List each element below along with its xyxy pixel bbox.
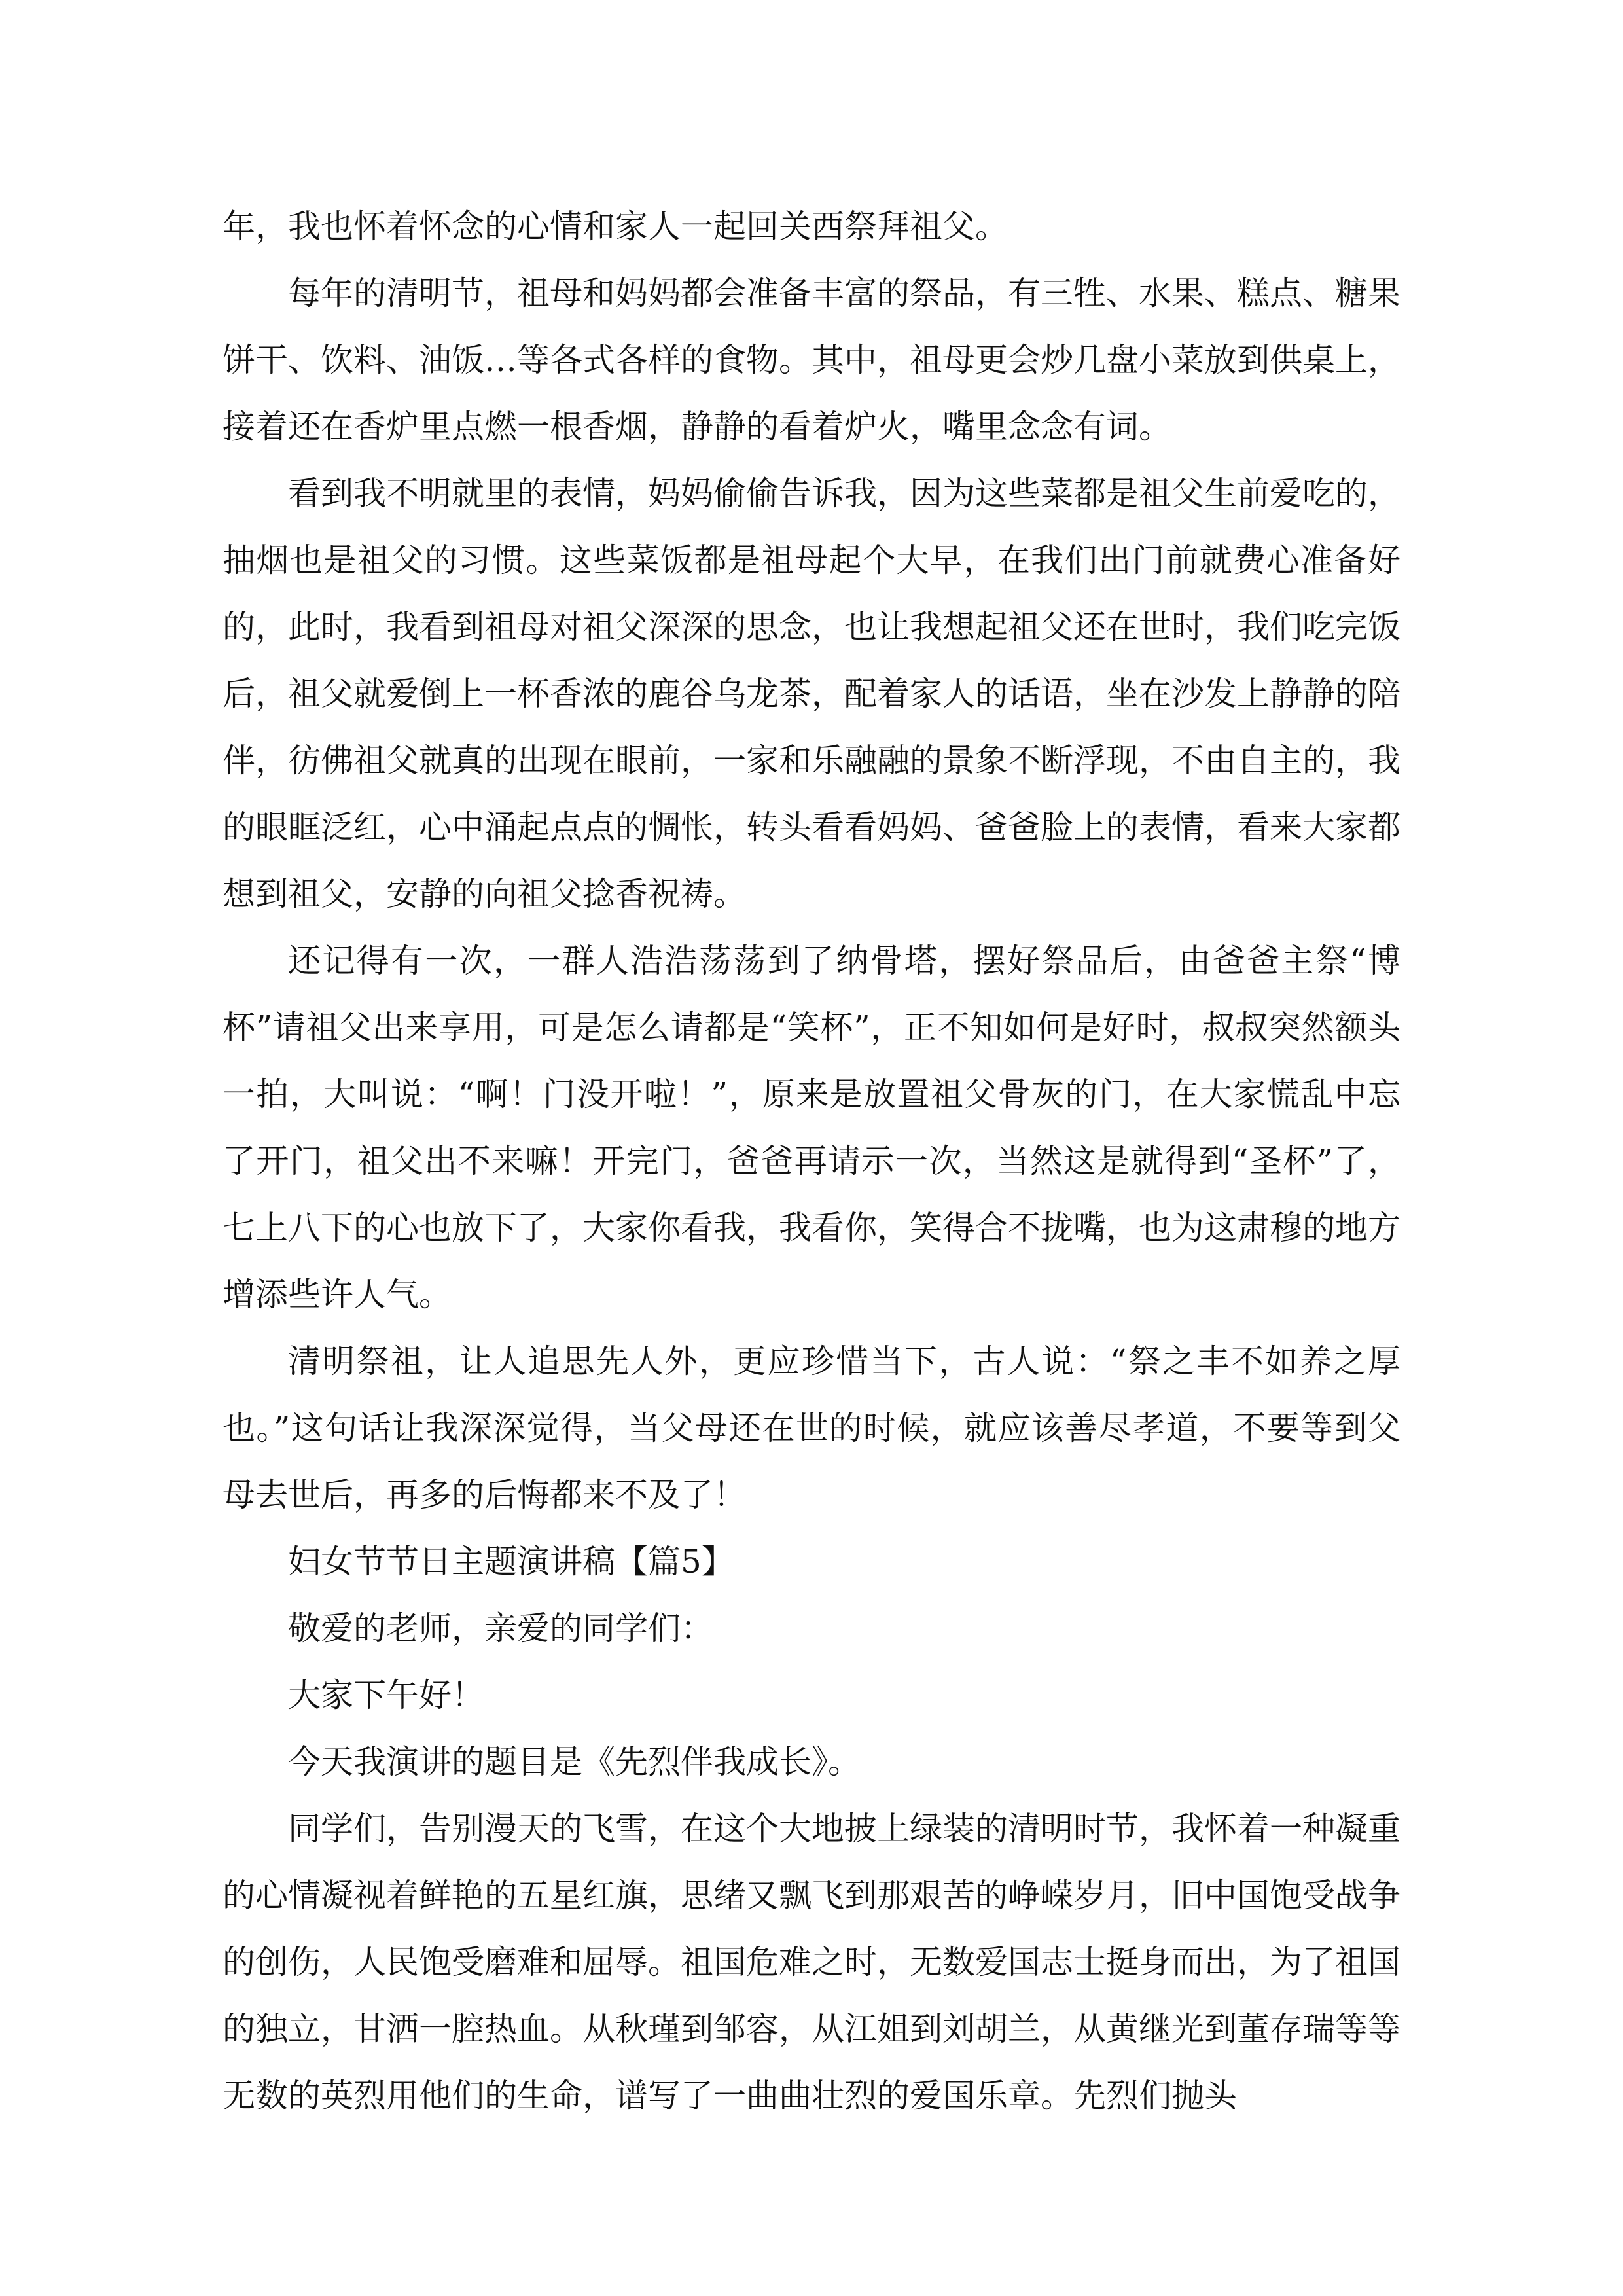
paragraph-conclusion: 清明祭祖，让人追思先人外，更应珍惜当下，古人说：“祭之丰不如养之厚也。”这句话让我深深觉得，当父母还在世的时候，就应该善尽孝道，不要等到父母去世后，再多的后悔都来不及了！ bbox=[223, 1342, 1400, 1514]
section-heading: 妇女节节日主题演讲稿【篇5】 bbox=[288, 1543, 734, 1581]
speech-title-line: 今天我演讲的题目是《先烈伴我成长》。 bbox=[288, 1743, 861, 1781]
paragraph-continuation: 年，我也怀着怀念的心情和家人一起回关西祭拜祖父。 bbox=[223, 207, 1008, 245]
paragraph-ossuary-story: 还记得有一次，一群人浩浩荡荡到了纳骨塔，摆好祭品后，由爸爸主祭“博杯”请祖父出来享用，可是怎么请都是“笑杯”，正不知如何是好时，叔叔突然额头一拍，大叫说：“啊！门没开啦！”，原来是放置祖父骨灰的门，在大家慌乱中忘了开门，祖父出不来嘛！开完门，爸爸再请示一次，当然这是就得到“圣杯”了，七上八下的心也放下了，大家你看我，我看你，笑得合不拢嘴，也为这肃穆的地方增添些许人气。 bbox=[223, 942, 1400, 1314]
salutation: 敬爱的老师，亲爱的同学们： bbox=[288, 1609, 713, 1647]
greeting: 大家下午好！ bbox=[288, 1676, 484, 1714]
paragraph-offerings: 每年的清明节，祖母和妈妈都会准备丰富的祭品，有三牲、水果、糕点、糖果饼干、饮料、油饭…等各式各样的食物。其中，祖母更会炒几盘小菜放到供桌上，接着还在香炉里点燃一根香烟，静静的看着炉火，嘴里念念有词。 bbox=[223, 274, 1400, 446]
paragraph-memories: 看到我不明就里的表情，妈妈偷偷告诉我，因为这些菜都是祖父生前爱吃的，抽烟也是祖父的习惯。这些菜饭都是祖母起个大早，在我们出门前就费心准备好的，此时，我看到祖母对祖父深深的思念，也让我想起祖父还在世时，我们吃完饭后，祖父就爱倒上一杯香浓的鹿谷乌龙茶，配着家人的话语，坐在沙发上静静的陪伴，彷佛祖父就真的出现在眼前，一家和乐融融的景象不断浮现，不由自主的，我的眼眶泛红，心中涌起点点的惆怅，转头看看妈妈、爸爸脸上的表情，看来大家都想到祖父，安静的向祖父捻香祝祷。 bbox=[223, 475, 1400, 913]
document-body bbox=[223, 193, 1400, 2129]
paragraph-martyrs: 同学们，告别漫天的飞雪，在这个大地披上绿装的清明时节，我怀着一种凝重的心情凝视着鲜艳的五星红旗，思绪又飘飞到那艰苦的峥嵘岁月，旧中国饱受战争的创伤，人民饱受磨难和屈辱。祖国危难之时，无数爱国志士挺身而出，为了祖国的独立，甘洒一腔热血。从秋瑾到邹容，从江姐到刘胡兰，从黄继光到董存瑞等等无数的英烈用他们的生命，谱写了一曲曲壮烈的爱国乐章。先烈们抛头 bbox=[223, 1810, 1400, 2115]
